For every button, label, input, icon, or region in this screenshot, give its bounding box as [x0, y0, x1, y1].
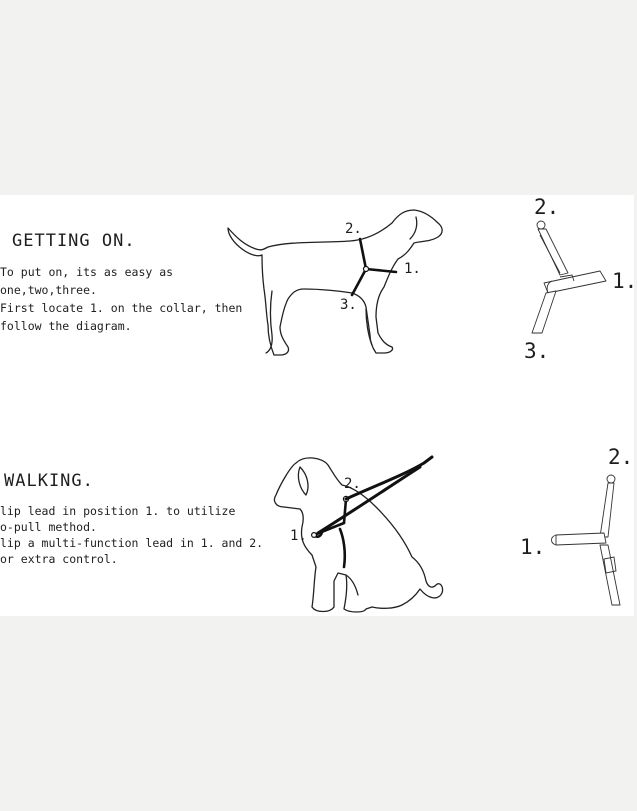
harness-label-3: 3. [524, 339, 550, 363]
sitting-dog-label-1: 1. [290, 528, 307, 544]
harness-illustration [532, 221, 606, 333]
harness-illustration [552, 475, 621, 605]
getting-on-line-3: First locate 1. on the collar, then [0, 301, 243, 315]
harness-label-1: 1. [612, 269, 637, 293]
getting-on-line-2: one,two,three. [0, 283, 97, 297]
walking-line-1: lip lead in position 1. to utilize [0, 504, 236, 518]
harness-bottom-label-1: 1. [520, 535, 546, 559]
harness-bottom-label-2: 2. [608, 445, 634, 469]
getting-on-line-4: follow the diagram. [0, 319, 132, 333]
sitting-dog-label-2: 2. [344, 476, 361, 492]
walking-line-2: o-pull method. [0, 520, 97, 534]
harness-label-2: 2. [534, 195, 560, 219]
dog-label-3: 3. [340, 297, 357, 313]
walking-line-4: or extra control. [0, 552, 118, 566]
dog-label-2: 2. [345, 221, 362, 237]
walking-line-3: lip a multi-function lead in 1. and 2. [0, 536, 264, 550]
standing-dog-illustration [228, 210, 442, 355]
getting-on-heading: GETTING ON. [12, 231, 136, 251]
walking-heading: WALKING. [4, 471, 94, 491]
getting-on-line-1: To put on, its as easy as [0, 265, 174, 279]
dog-label-1: 1. [404, 261, 421, 277]
instruction-panel [0, 195, 637, 616]
